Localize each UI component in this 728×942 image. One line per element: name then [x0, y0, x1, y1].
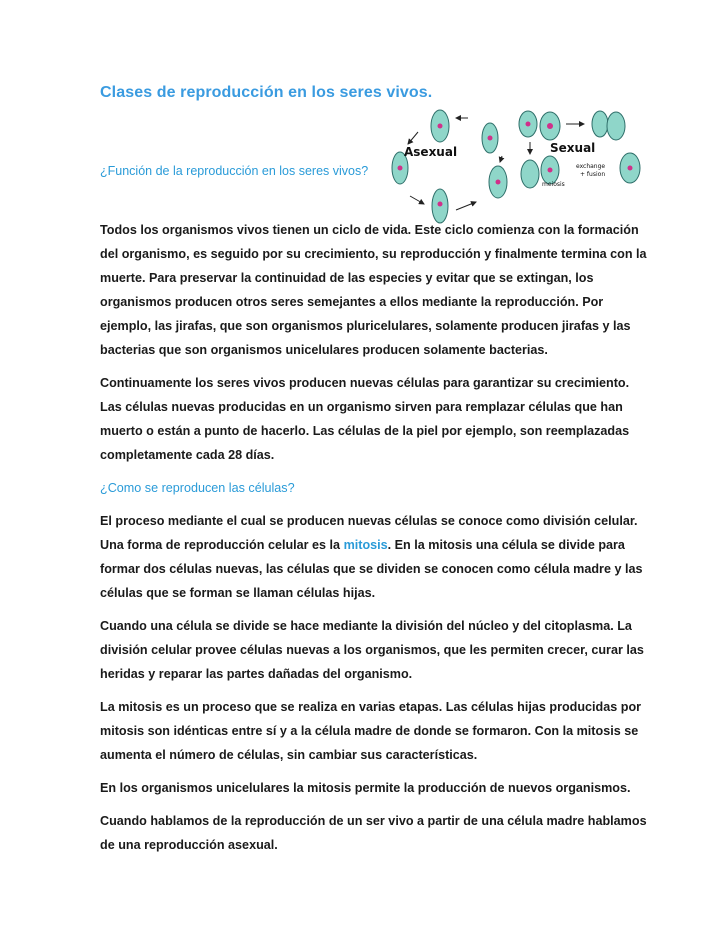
asexual-cycle: [392, 110, 507, 223]
asexual-label: Asexual: [404, 145, 458, 159]
section-heading: ¿Como se reproducen las células?: [100, 481, 295, 495]
paragraph: [100, 509, 648, 605]
mitosis-link[interactable]: mitosis: [343, 538, 388, 552]
reproduction-cycle-figure: [390, 104, 646, 226]
paragraph-text: . En la mitosis una célula se divide para formar dos células nuevas, las células que se dividen se conocen como célula madre y las células que se forman se llaman células hijas.: [100, 538, 643, 600]
paragraph-text: El proceso mediante el cual se producen nuevas células se conoce como división celular. Una forma de reproducción celular es la: [100, 514, 638, 552]
page-title: Clases de reproducción en los seres vivos.: [100, 84, 433, 101]
paragraph: Todos los organismos vivos tienen un ciclo de vida. Este ciclo comienza con la formación del organismo, es seguido por su crecimiento, su reproducción y finalmente termina con la muerte. Para preservar la continuidad de las especies y evitar que se extingan, los organismos producen otros seres semejantes a ellos mediante la reproducción. Por ejemplo, las jirafas, que son organismos pluricelulares, solamente producen jirafas y las bacterias que son organismos unicelulares producen solamente bacterias.: [100, 223, 647, 357]
subtitle-heading: ¿Función de la reproducción en los seres vivos?: [100, 164, 369, 178]
paragraph: Cuando hablamos de la reproducción de un ser vivo a partir de una célula madre hablamos de una reproducción asexual.: [100, 814, 647, 852]
document-body: [100, 218, 648, 866]
fusion-label: + fusion: [580, 171, 606, 178]
exchange-label: exchange: [576, 163, 606, 170]
paragraph: La mitosis es un proceso que se realiza en varias etapas. Las células hijas producidas por mitosis son idénticas entre sí y a la célula madre de donde se formaron. Con la mitosis se aumenta el número de células, sin cambiar sus características.: [100, 700, 642, 762]
meiosis-label: meiosis: [542, 181, 565, 188]
paragraph: Cuando una célula se divide se hace mediante la división del núcleo y del citoplasma. La división celular provee células nuevas a los organismos, que les permiten crecer, curar las heridas y reparar las partes dañadas del organismo.: [100, 619, 644, 681]
paragraph: En los organismos unicelulares la mitosis permite la producción de nuevos organismos.: [100, 781, 631, 795]
paragraph: Continuamente los seres vivos producen nuevas células para garantizar su crecimiento. Las células nuevas producidas en un organismo sirven para remplazar células que han muerto o están a punto de hacerlo. Las células de la piel por ejemplo, son reemplazadas completamente cada 28 días.: [100, 376, 630, 462]
sexual-label: Sexual: [550, 141, 596, 155]
